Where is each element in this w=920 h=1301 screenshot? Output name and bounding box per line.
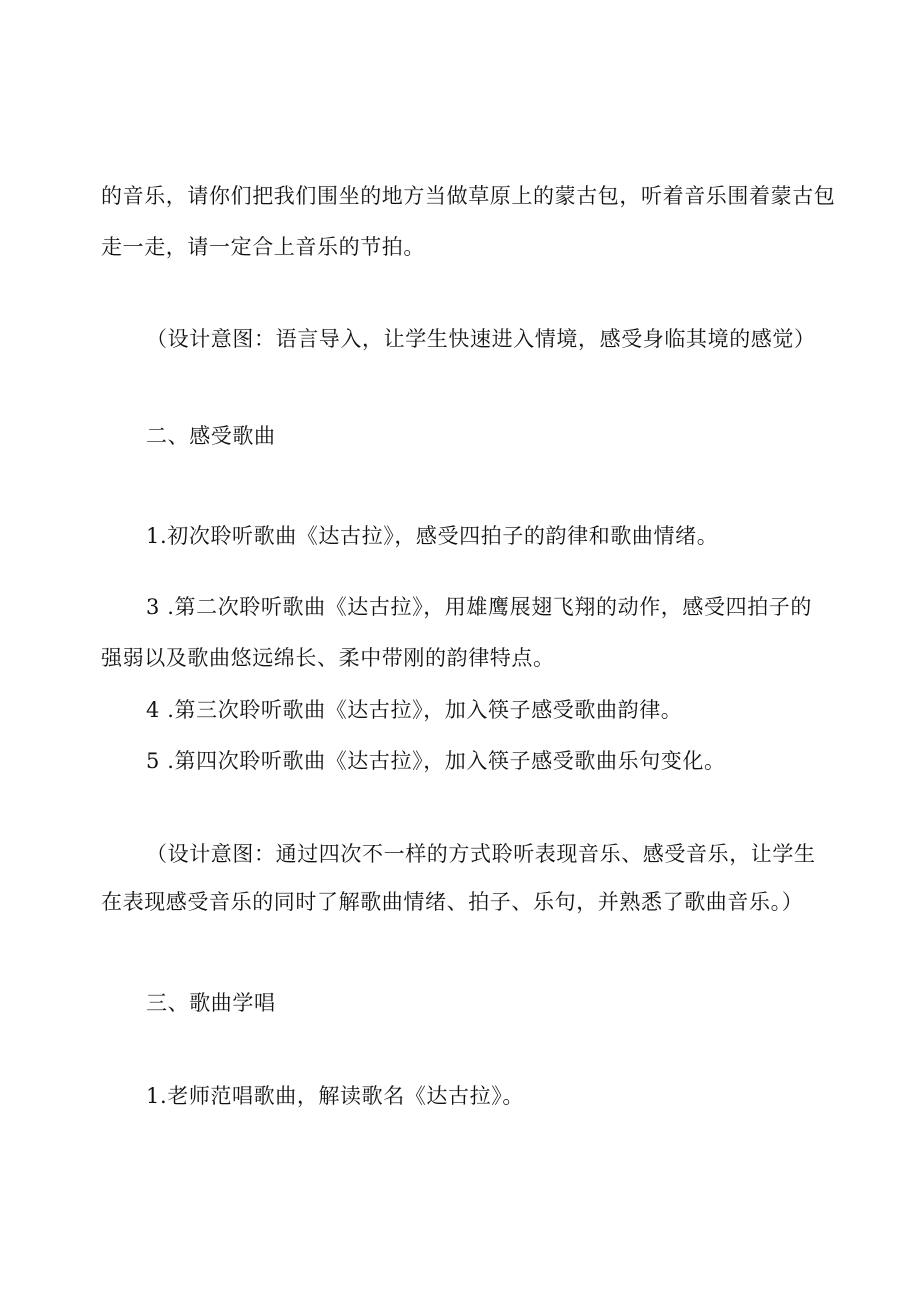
list-item-1: 1.初次聆听歌曲《达古拉》，感受四拍子的韵律和歌曲情绪。 [146, 524, 719, 548]
paragraph-1-line-2: 走一走，请一定合上音乐的节拍。 [101, 235, 425, 259]
list-item-3-line-2: 强弱以及歌曲悠远绵长、柔中带刚的韵律特点。 [101, 646, 555, 670]
design-intent-note-2-line-1: （设计意图：通过四次不一样的方式聆听表现音乐、感受音乐，让学生 [146, 842, 816, 866]
section-heading-2: 二、感受歌曲 [146, 424, 276, 448]
list-item-3-line-1: 3 .第二次聆听歌曲《达古拉》，用雄鹰展翅飞翔的动作，感受四拍子的 [146, 595, 813, 619]
paragraph-1-line-1: 的音乐，请你们把我们围坐的地方当做草原上的蒙古包，听着音乐围着蒙古包 [101, 184, 836, 208]
list-item-4: 4 .第三次聆听歌曲《达古拉》，加入筷子感受歌曲韵律。 [146, 698, 683, 722]
list-item-song-1: 1.老师范唱歌曲，解读歌名《达古拉》。 [146, 1084, 524, 1108]
design-intent-note-2-line-2: 在表现感受音乐的同时了解歌曲情绪、拍子、乐句，并熟悉了歌曲音乐。） [101, 890, 804, 914]
section-heading-3: 三、歌曲学唱 [146, 991, 276, 1015]
design-intent-note-1: （设计意图：语言导入，让学生快速进入情境，感受身临其境的感觉） [146, 327, 816, 351]
list-item-5: 5 .第四次聆听歌曲《达古拉》，加入筷子感受歌曲乐句变化。 [146, 749, 726, 773]
